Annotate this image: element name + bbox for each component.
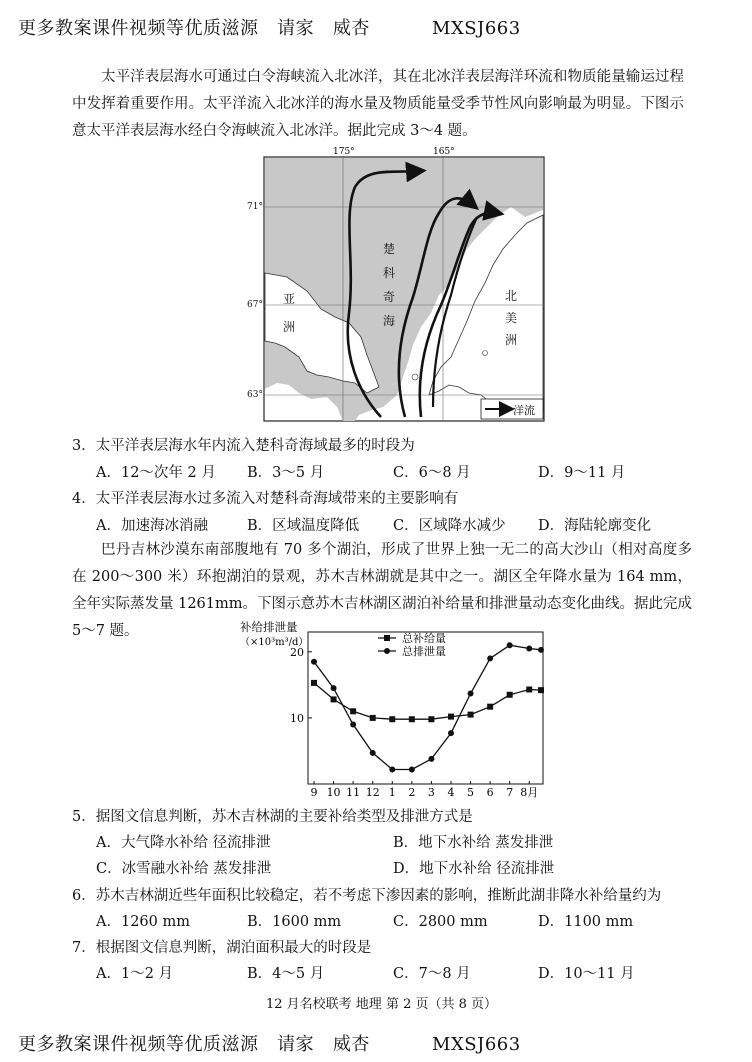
question-number: 3． [72,438,96,454]
q3-option-b: B．3～5 月 [247,465,325,481]
q6-option-a: A．1260 mm [96,914,190,930]
q6-option-c: C．2800 mm [393,914,488,930]
lon-label-165: 165° [433,147,455,157]
question-number: 5． [72,809,96,825]
north-america-label [505,285,519,351]
data-point-discharge [468,690,474,696]
q6-option-b: B．1600 mm [247,914,342,930]
intro-paragraph-2: 巴丹吉林沙漠东南部腹地有 70 多个湖泊，形成了世界上独一无二的高大沙山（相对高度多在 200～300 米）环抱湖泊的景观，苏木吉林湖就是其中之一。湖区全年降水量为 164 mm，全年实际蒸发量 1261mm。下图示意苏木吉林湖区湖泊补给量和排泄量动态变化曲线。据此完成 5～7 题。 [72,542,693,639]
sea-label-char: 科 [383,266,396,280]
legend-label: 洋流 [513,404,535,417]
q7-option-c: C．7～8 月 [393,966,471,982]
data-point-discharge [487,655,493,661]
sea-label [383,237,397,333]
lake-balance-chart [238,618,550,798]
y-tick-label: 10 [290,711,304,725]
map-svg [263,145,545,423]
question-3 [72,434,415,455]
data-point-supply [389,716,395,722]
data-point-supply [448,714,454,720]
data-point-discharge [350,722,356,728]
legend-marker-discharge [384,648,390,654]
data-point-discharge [538,647,544,653]
x-tick-label: 8月 [520,786,539,798]
sea-label-char: 海 [383,314,396,328]
data-point-discharge [507,642,513,648]
bottom-banner: 更多教案课件视频等优质滋源 请家 威杏 MXSJ663 [18,1034,521,1055]
data-point-supply [409,716,415,722]
q5-option-a: A．大气降水补给 径流排泄 [96,835,271,851]
question-5 [72,805,473,826]
x-tick-label: 1 [388,786,396,798]
series-line-2 [314,645,541,769]
q7-option-a: A．1～2 月 [96,966,174,982]
y-axis-unit: （×10³m³/d） [240,637,309,648]
q7-option-d: D．10～11 月 [538,966,635,982]
question-number: 6． [72,888,96,904]
question-stem: 据图文信息判断，苏木吉林湖的主要补给类型及排泄方式是 [95,809,473,825]
data-point-supply [507,692,513,698]
q4-option-d: D．海陆轮廓变化 [538,518,652,534]
na-label-char: 北 [505,289,518,303]
data-point-discharge [448,730,454,736]
data-point-discharge [311,659,317,665]
data-point-supply [331,696,337,702]
data-point-supply [487,704,493,710]
chart-svg [238,618,550,798]
x-tick-label: 12 [365,786,380,798]
q3-option-d: D．9～11 月 [538,465,626,481]
question-4 [72,487,458,508]
data-point-supply [538,687,544,693]
header-banner: 更多教案课件视频等优质滋源 请家 威杏 MXSJ663 [18,18,521,39]
y-axis-label: 补给排泄量 [240,620,298,634]
question-6 [72,884,661,905]
question-stem: 苏木吉林湖近些年面积比较稳定，若不考虑下渗因素的影响，推断此湖非降水补给量约为 [95,888,662,904]
data-point-discharge [409,766,415,772]
y-tick-label: 20 [290,645,304,659]
x-tick-label: 2 [408,786,416,798]
q3-option-a: A．12～次年 2 月 [96,465,216,481]
x-tick-label: 3 [427,786,435,798]
x-tick-label: 6 [486,786,494,798]
data-point-supply [311,680,317,686]
data-point-discharge [428,756,434,762]
q4-option-c: C．区域降水减少 [393,518,506,534]
q6-option-d: D．1100 mm [538,914,634,930]
legend-label-discharge: 总排泄量 [402,645,446,658]
sea-label-char: 奇 [383,290,396,304]
x-tick-label: 10 [326,786,341,798]
lon-label-175: 175° [333,147,355,157]
q4-option-b: B．区域温度降低 [247,518,360,534]
x-tick-label: 11 [346,786,361,798]
q3-option-c: C．6～8 月 [393,465,471,481]
data-point-supply [428,716,434,722]
lat-label-63: 63° [247,390,263,400]
bering-strait-map [247,145,545,423]
q4-option-a: A．加速海冰消融 [96,518,208,534]
q5-option-c: C．冰雪融水补给 蒸发排泄 [96,861,272,877]
question-stem: 太平洋表层海水过多流入对楚科奇海域带来的主要影响有 [95,491,459,507]
data-point-supply [350,708,356,714]
data-point-supply [370,715,376,721]
na-label-char: 洲 [505,333,518,347]
question-stem: 根据图文信息判断，湖泊面积最大的时段是 [95,940,372,956]
data-point-discharge [526,646,532,652]
na-label-char: 美 [505,311,518,325]
lat-label-67: 67° [247,300,263,310]
q5-option-b: B．地下水补给 蒸发排泄 [393,835,554,851]
legend-marker-supply [384,635,390,641]
x-tick-label: 5 [467,786,475,798]
data-point-supply [526,686,532,692]
asia-label [283,285,297,341]
data-point-supply [468,712,474,718]
asia-label-char: 洲 [283,320,296,334]
data-point-discharge [331,685,337,691]
x-tick-label: 9 [310,786,318,798]
question-number: 7． [72,940,96,956]
question-number: 4． [72,491,96,507]
lat-label-71: 71° [247,202,263,212]
q5-option-d: D．地下水补给 径流排泄 [393,861,555,877]
question-stem: 太平洋表层海水年内流入楚科奇海域最多的时段为 [95,438,415,454]
q7-option-b: B．4～5 月 [247,966,325,982]
sea-label-char: 楚 [383,242,396,256]
data-point-discharge [389,766,395,772]
legend-label-supply: 总补给量 [402,632,446,645]
intro-paragraph-1: 太平洋表层海水可通过白令海峡流入北冰洋，其在北冰洋表层海洋环流和物质能量输运过程中发挥着重要作用。太平洋流入北冰洋的海水量及物质能量受季节性风向影响最为明显。下图示意太平洋表层海水经白令海峡流入北冰洋。据此完成 3～4 题。 [72,69,684,139]
question-7 [72,936,371,957]
x-tick-label: 7 [506,786,514,798]
x-tick-label: 4 [447,786,455,798]
page-footer: 12 月名校联考 地理 第 2 页（共 8 页） [266,997,498,1012]
asia-label-char: 亚 [283,292,296,306]
data-point-discharge [370,750,376,756]
